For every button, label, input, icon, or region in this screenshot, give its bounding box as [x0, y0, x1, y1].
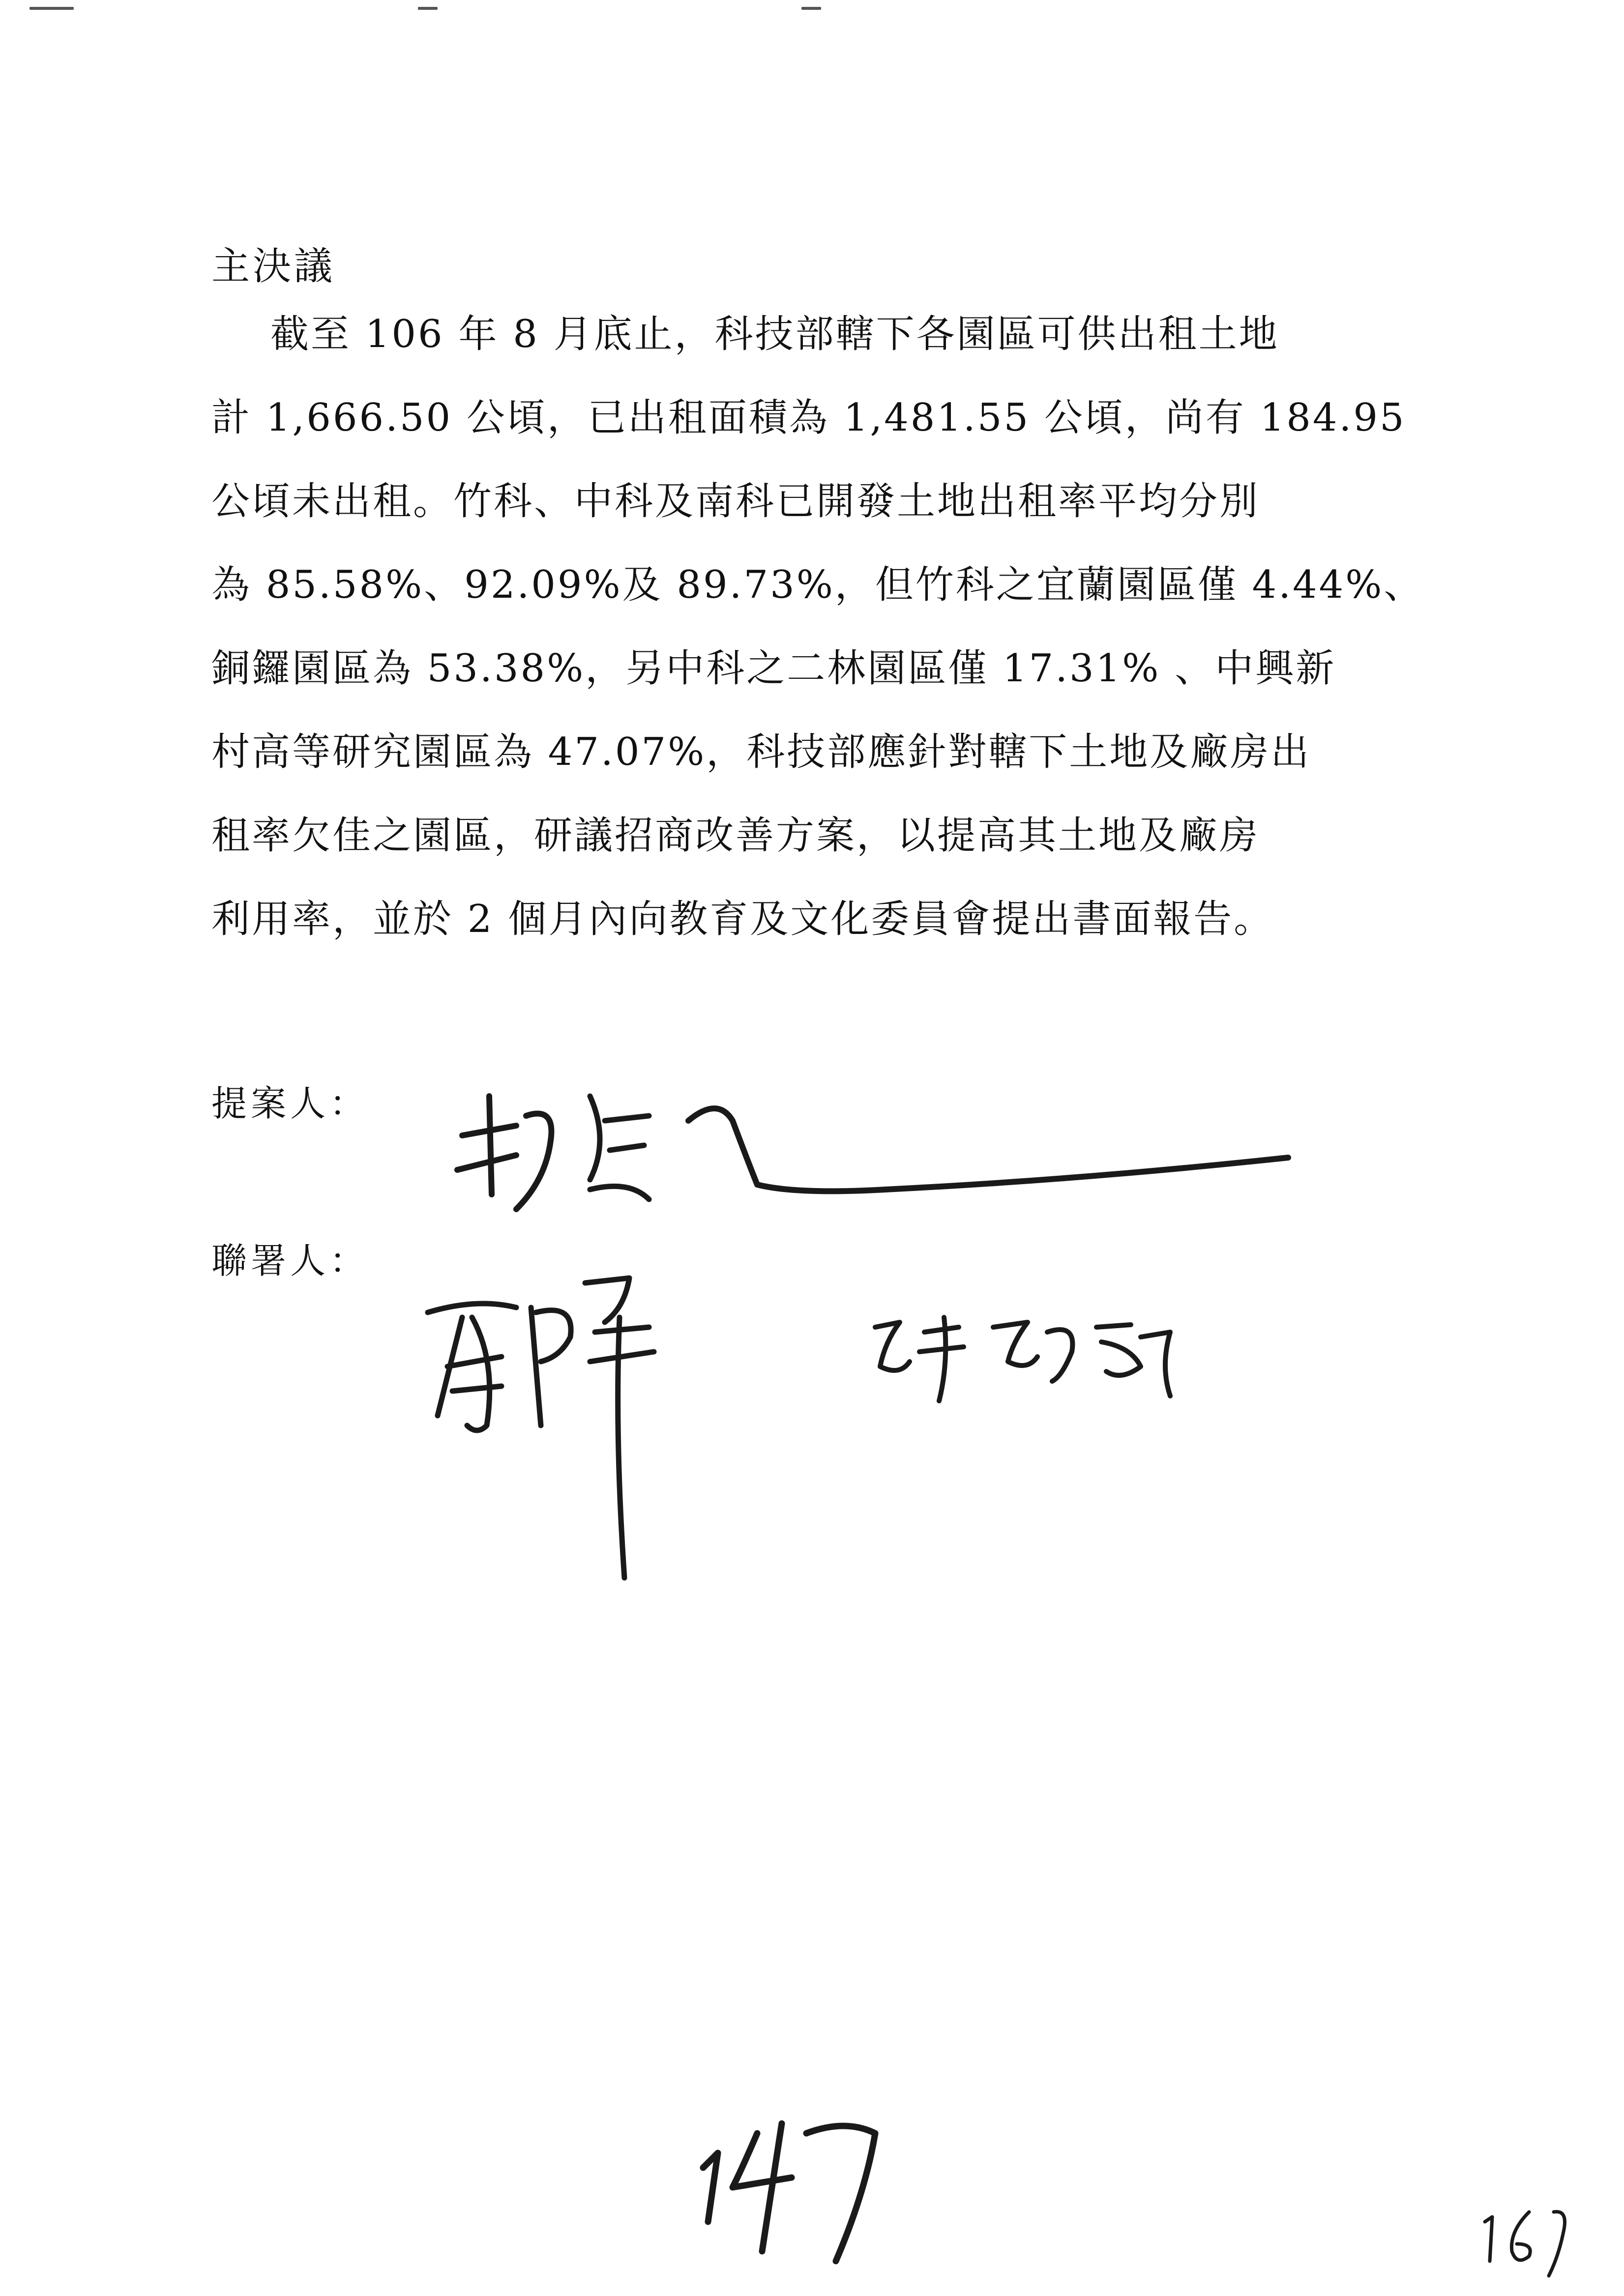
- body-line: 公頃未出租。竹科、中科及南科已開發土地出租率平均分別: [211, 479, 1260, 523]
- body-line: 截至 106 年 8 月底止，科技部轄下各園區可供出租土地: [270, 312, 1279, 356]
- handwritten-page-number-corner: [1475, 2202, 1583, 2286]
- body-line: 計 1,666.50 公頃，已出租面積為 1,481.55 公頃，尚有 184.95: [211, 396, 1406, 440]
- cosigner-label: 聯署人：: [211, 1240, 369, 1281]
- handwritten-page-number-center: [698, 2104, 905, 2271]
- proposer-label: 提案人：: [211, 1083, 369, 1124]
- scan-mark-left: [30, 7, 74, 10]
- proposer-signature: [443, 1032, 1328, 1239]
- resolution-heading: 主決議: [211, 244, 336, 289]
- scan-mark-mid: [418, 7, 438, 10]
- cosigner-signature-2: [865, 1298, 1190, 1425]
- scan-mark-right: [801, 7, 821, 10]
- body-line: 利用率，並於 2 個月內向教育及文化委員會提出書面報告。: [211, 897, 1274, 941]
- body-line: 為 85.58%、92.09%及 89.73%，但竹科之宜蘭園區僅 4.44%、: [211, 563, 1424, 607]
- cosigner-signature-1: [418, 1239, 762, 1593]
- body-line: 租率欠佳之園區，研議招商改善方案，以提高其土地及廠房: [211, 814, 1260, 858]
- body-line: 銅鑼園區為 53.38%，另中科之二林園區僅 17.31% 、中興新: [211, 646, 1336, 691]
- body-line: 村高等研究園區為 47.07%，科技部應針對轄下土地及廠房出: [211, 730, 1311, 774]
